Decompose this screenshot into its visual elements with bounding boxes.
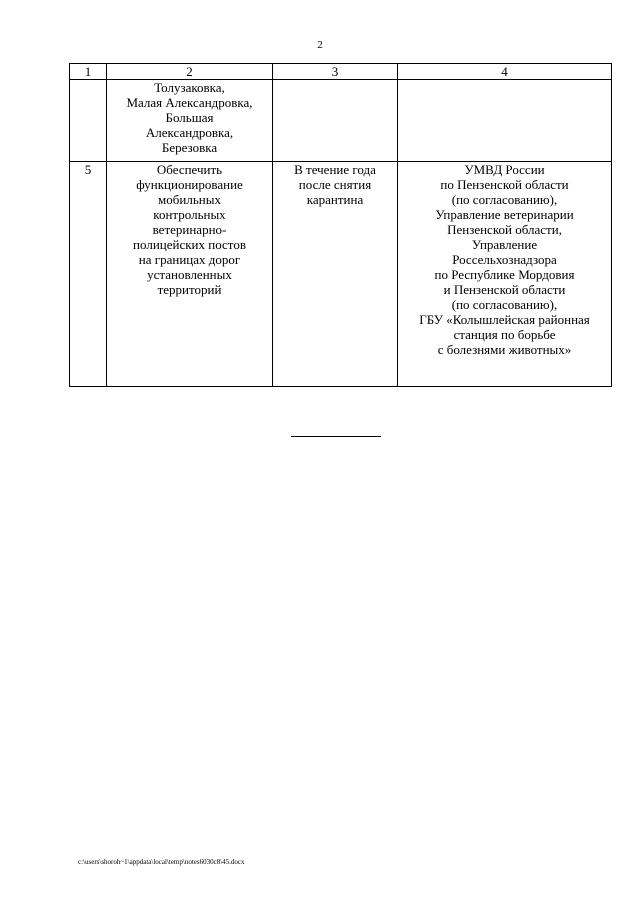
cell-text-line: после снятия (298, 177, 372, 192)
cell-text-line: В течение года (294, 162, 376, 177)
cell-text-line: контрольных (153, 207, 226, 222)
action-cell (107, 80, 273, 162)
schedule-table (69, 63, 612, 387)
cell-text-line: (по согласованию), (451, 297, 558, 312)
cell-text-line: Обеспечить (156, 162, 223, 177)
action-cell (107, 162, 273, 387)
responsible-cell (398, 80, 612, 162)
footer-file-path: c:\users\shoroh~1\appdata\local\temp\notes6030c8\45.docx (78, 858, 245, 866)
cell-text-line: ветеринарно- (152, 222, 227, 237)
cell-text-line: по Пензенской области (440, 177, 569, 192)
cell-text-line: установленных (147, 267, 232, 282)
cell-text-line: ГБУ «Колышлейская районная (419, 312, 590, 327)
cell-text-line: с болезнями животных» (437, 342, 572, 357)
table-row (70, 80, 612, 162)
cell-text-line: карантина (306, 192, 364, 207)
table-row (70, 162, 612, 387)
cell-text-line: на границах дорог (138, 252, 241, 267)
cell-text-line: Толузаковка, (154, 80, 225, 95)
row-number-cell: 5 (70, 162, 107, 387)
cell-text-line: Управление ветеринарии (435, 207, 574, 222)
term-cell (273, 80, 398, 162)
cell-text-line: Россельхознадзора (452, 252, 557, 267)
column-header-2: 2 (107, 64, 273, 80)
cell-text-line: УМВД России (464, 162, 545, 177)
cell-text-line: Пензенской области, (447, 222, 562, 237)
end-divider-line (291, 436, 381, 437)
cell-text-line: Березовка (161, 140, 218, 155)
cell-text-line: полицейских постов (133, 237, 246, 252)
column-header-4: 4 (398, 64, 612, 80)
column-header-1: 1 (70, 64, 107, 80)
cell-text-line: Малая Александровка, (126, 95, 253, 110)
cell-text-line: Большая (165, 110, 214, 125)
term-cell (273, 162, 398, 387)
cell-text-line: Александровка, (145, 125, 234, 140)
page-number: 2 (317, 39, 323, 51)
column-header-3: 3 (273, 64, 398, 80)
cell-text-line: функционирование (136, 177, 243, 192)
cell-text-line: станция по борьбе (453, 327, 556, 342)
cell-text-line: по Республике Мордовия (434, 267, 575, 282)
table-header-row (70, 64, 612, 80)
cell-text-line: территорий (157, 282, 222, 297)
cell-text-line: и Пензенской области (443, 282, 566, 297)
row-number-cell (70, 80, 107, 162)
cell-text-line: мобильных (158, 192, 221, 207)
cell-text-line: Управление (471, 237, 538, 252)
cell-text-line: (по согласованию), (451, 192, 558, 207)
responsible-cell (398, 162, 612, 387)
